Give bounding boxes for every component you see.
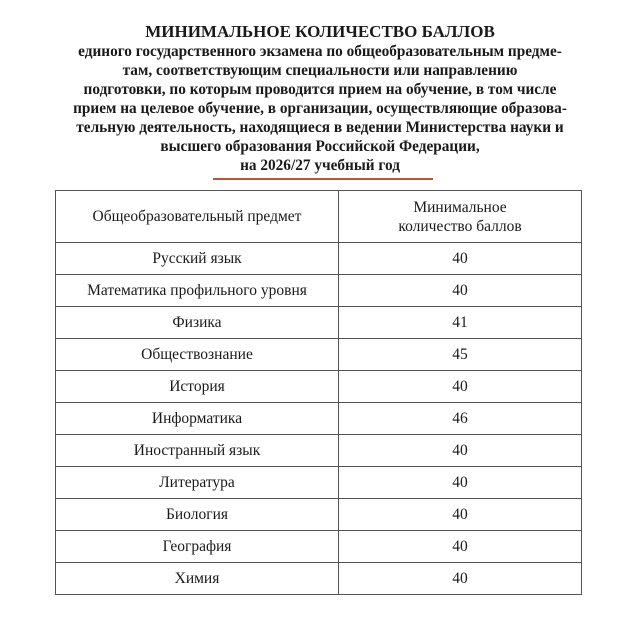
table-row [56, 531, 582, 563]
score-cell: 40 [339, 563, 582, 595]
subject-cell: Информатика [56, 403, 339, 435]
score-cell: 41 [339, 307, 582, 339]
subject-cell: Химия [56, 563, 339, 595]
subject-cell: Русский язык [56, 243, 339, 275]
scores-table [55, 190, 582, 595]
document-header [0, 22, 640, 175]
score-cell: 40 [339, 467, 582, 499]
table-row [56, 339, 582, 371]
subtitle-line: тельную деятельность, находящиеся в ведении Министерства науки и [76, 119, 564, 136]
score-cell: 40 [339, 499, 582, 531]
subtitle-line: прием на целевое обучение, в организации, осуществляющие образова- [73, 100, 567, 117]
score-cell: 45 [339, 339, 582, 371]
table-row [56, 243, 582, 275]
subject-cell: Биология [56, 499, 339, 531]
document-title: МИНИМАЛЬНОЕ КОЛИЧЕСТВО БАЛЛОВ [145, 22, 495, 41]
subject-cell: История [56, 371, 339, 403]
academic-year: на 2026/27 учебный год [240, 157, 400, 174]
subtitle-line: единого государственного экзамена по общеобразовательным предме- [78, 43, 562, 60]
table-row [56, 499, 582, 531]
table-header-row [56, 191, 582, 243]
table-row [56, 403, 582, 435]
score-cell: 40 [339, 371, 582, 403]
table-row [56, 371, 582, 403]
subject-cell: Иностранный язык [56, 435, 339, 467]
column-header-score: Минимальное количество баллов [339, 191, 582, 243]
year-underline [213, 178, 433, 180]
subtitle-line: высшего образования Российской Федерации, [160, 138, 480, 155]
score-cell: 46 [339, 403, 582, 435]
subtitle-line: там, соответствующим специальности или направлению [122, 62, 518, 79]
table-row [56, 563, 582, 595]
subject-cell: Математика профильного уровня [56, 275, 339, 307]
column-header-subject: Общеобразовательный предмет [56, 191, 339, 243]
subtitle-line: подготовки, по которым проводится прием на обучение, в том числе [83, 81, 557, 98]
subject-cell: Физика [56, 307, 339, 339]
table-row [56, 307, 582, 339]
score-cell: 40 [339, 531, 582, 563]
table-row [56, 467, 582, 499]
table-row [56, 435, 582, 467]
subject-cell: Литература [56, 467, 339, 499]
score-cell: 40 [339, 275, 582, 307]
subject-cell: Обществознание [56, 339, 339, 371]
score-cell: 40 [339, 243, 582, 275]
score-cell: 40 [339, 435, 582, 467]
table-row [56, 275, 582, 307]
subject-cell: География [56, 531, 339, 563]
